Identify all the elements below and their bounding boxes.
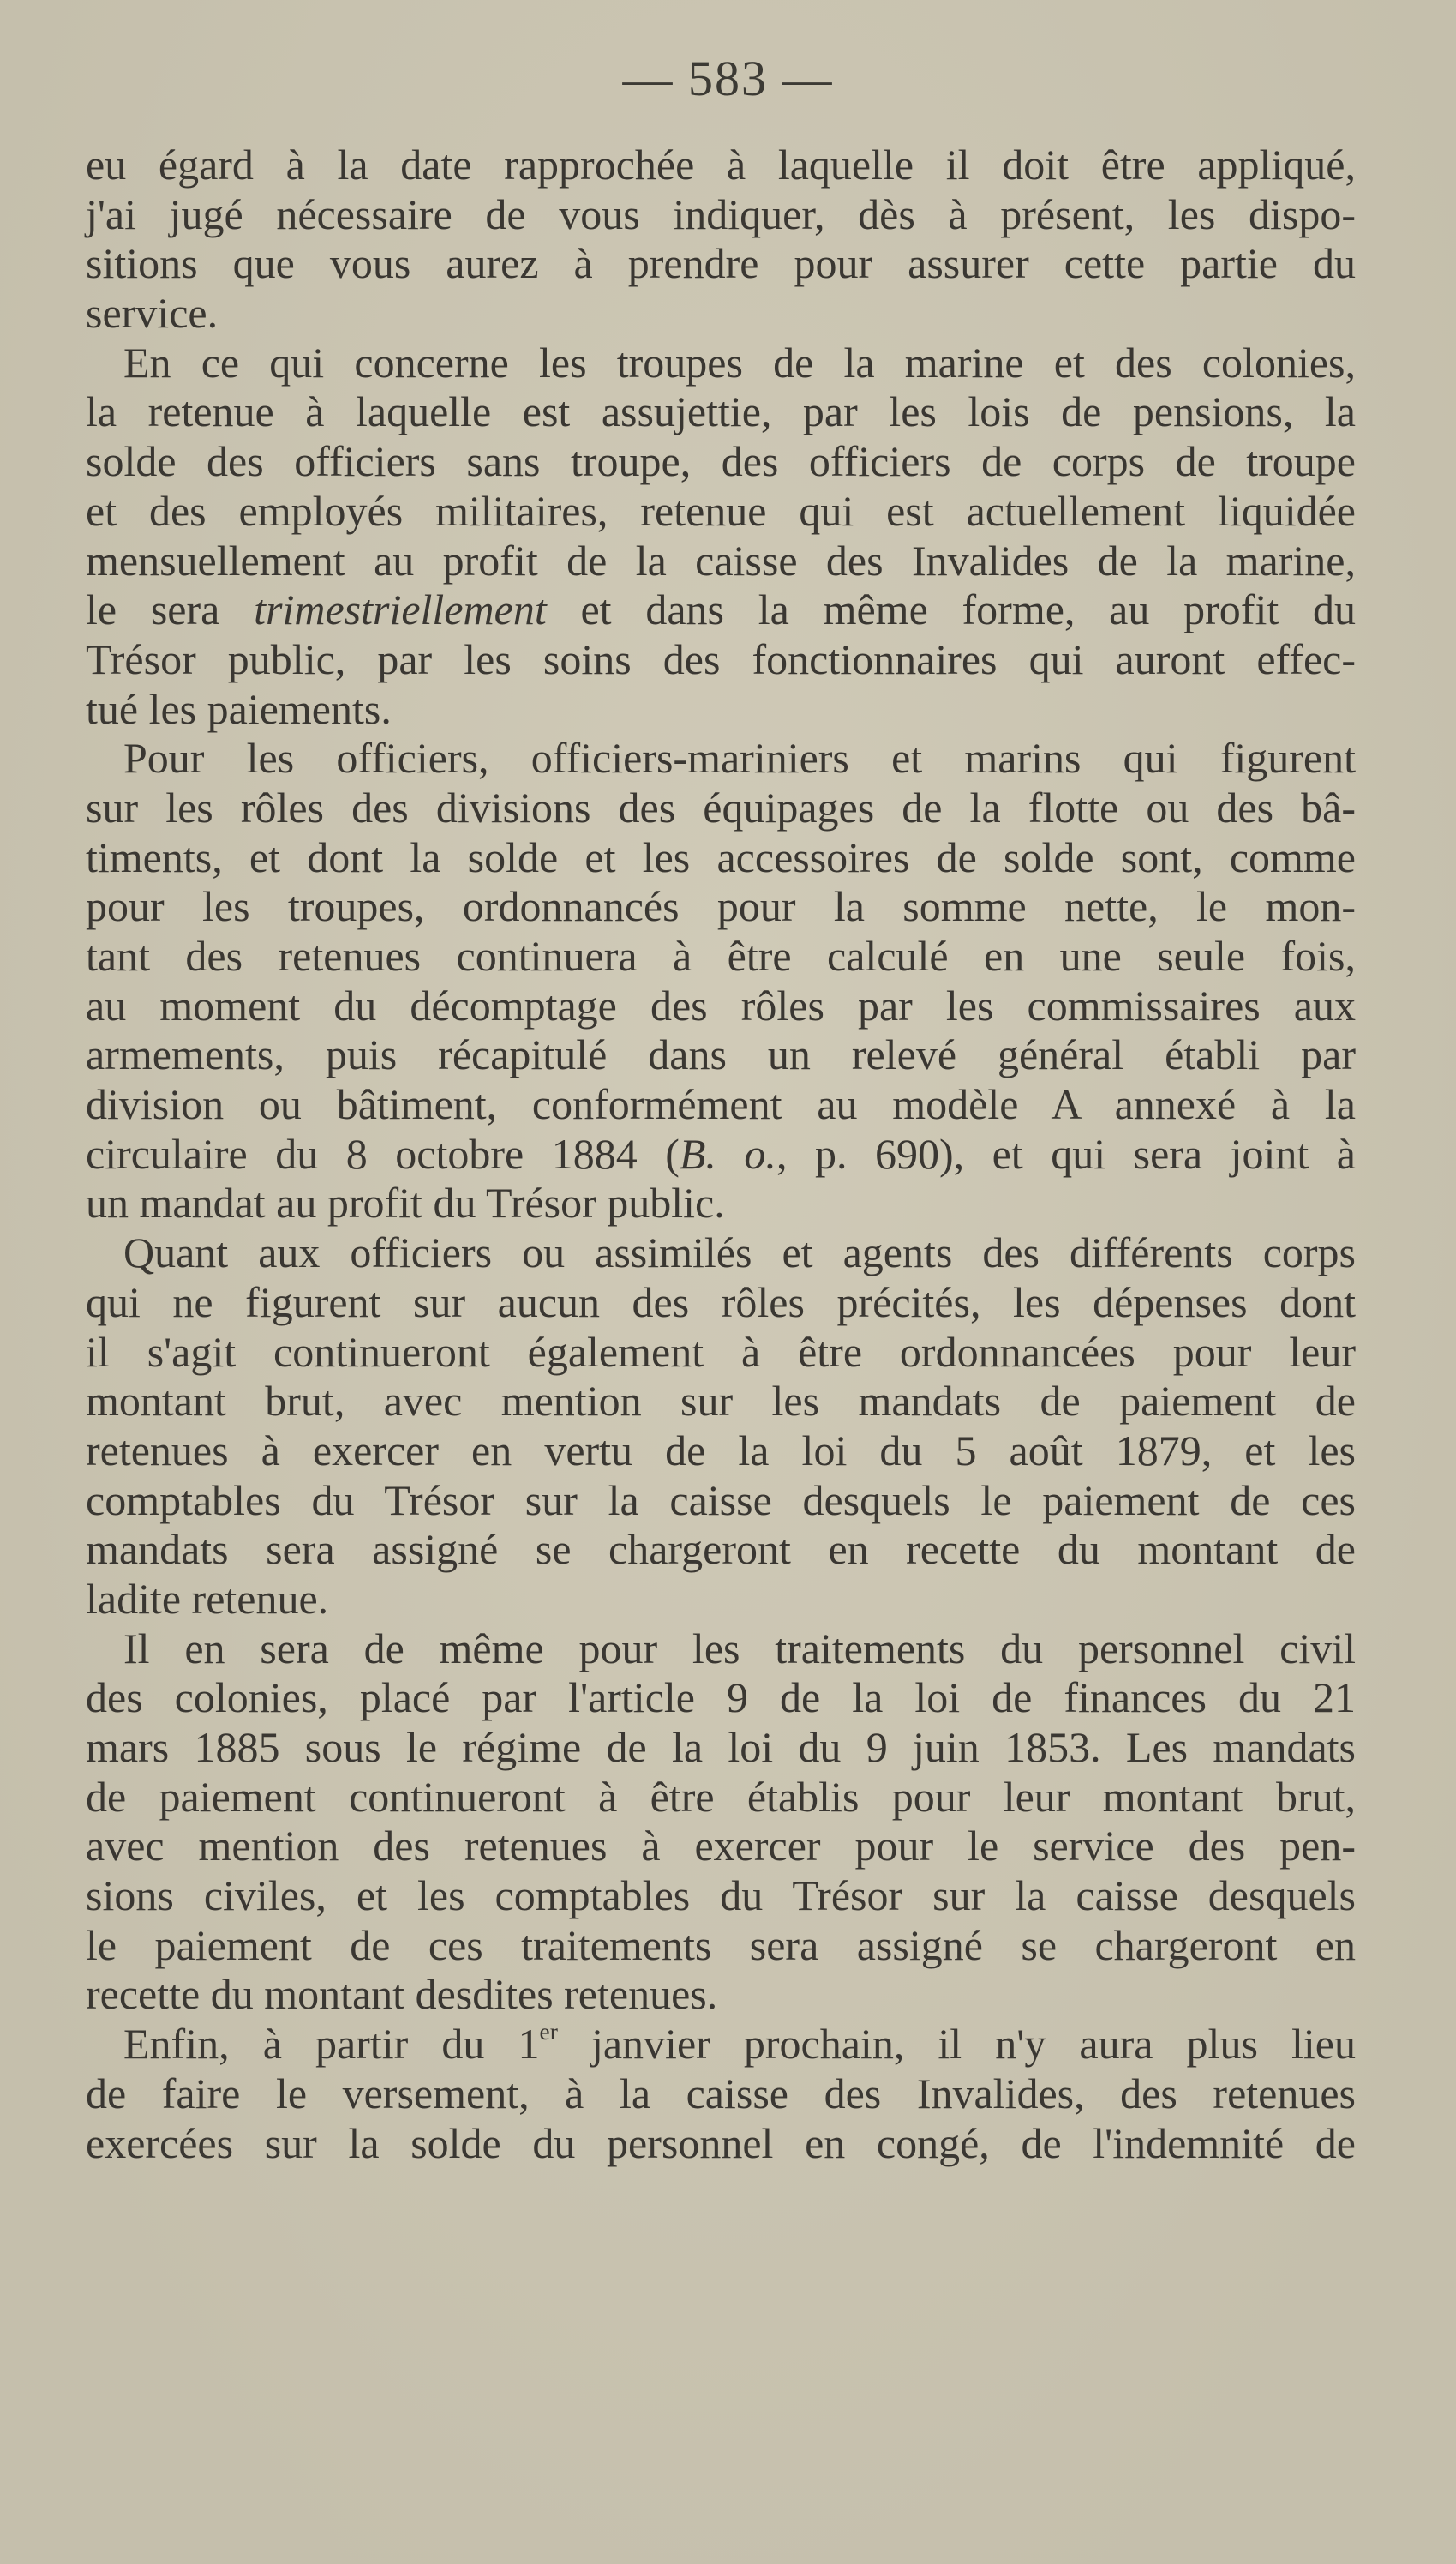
text-line: solde des officiers sans troupe, des officiers de corps de troupe — [86, 437, 1356, 486]
paragraph — [86, 2020, 1356, 2168]
text-line: qui ne figurent sur aucun des rôles précités, les dépenses dont — [86, 1277, 1356, 1326]
page-number-header: — 583 — — [622, 51, 834, 106]
text-line — [86, 585, 1356, 635]
paragraph — [86, 1228, 1356, 1624]
text-line: le paiement de ces traitements sera assigné se chargeront en — [86, 1920, 1356, 1969]
text-line: et des employés militaires, retenue qui est actuellement liquidée — [86, 486, 1356, 535]
text-line: sur les rôles des divisions des équipages de la flotte ou des bâ- — [86, 783, 1356, 832]
text-line: comptables du Trésor sur la caisse desquels le paiement de ces — [86, 1475, 1356, 1524]
text-line: de paiement continueront à être établis pour leur montant brut, — [86, 1772, 1356, 1821]
italic-term: trimestriellement — [254, 585, 547, 634]
text-line: Quant aux officiers ou assimilés et agents des différents corps — [123, 1228, 1356, 1277]
text-line — [86, 1130, 1356, 1180]
text-line: au moment du décomptage des rôles par les commissaires aux — [86, 981, 1356, 1030]
text-line: mensuellement au profit de la caisse des Invalides de la marine, — [86, 536, 1356, 585]
text-line: eu égard à la date rapprochée à laquelle il doit être appliqué, — [86, 141, 1356, 189]
text-line: montant brut, avec mention sur les mandats de paiement de — [86, 1377, 1356, 1426]
italic-reference: B. o. — [679, 1129, 776, 1178]
text-line: service. — [86, 289, 219, 338]
text-line: sions civiles, et les comptables du Trésor sur la caisse desquels — [86, 1871, 1356, 1920]
text-line: tué les paiements. — [86, 684, 392, 733]
text-segment: , p. 690), et qui sera joint à — [776, 1129, 1356, 1178]
ordinal-superscript: er — [539, 2018, 558, 2045]
text-segment: Enfin, à partir du 1 — [123, 2020, 540, 2069]
text-line: En ce qui concerne les troupes de la marine et des colonies, — [123, 338, 1356, 387]
text-line: de faire le versement, à la caisse des Invalides, des retenues — [86, 2069, 1356, 2117]
text-line: retenues à exercer en vertu de la loi du 5 août 1879, et les — [86, 1426, 1356, 1474]
paragraph — [86, 1624, 1356, 2021]
text-line: recette du montant desdites retenues. — [86, 1970, 718, 2019]
text-line: ladite retenue. — [86, 1574, 329, 1623]
text-segment: et dans la même forme, au profit du — [546, 585, 1356, 634]
text-line: la retenue à laquelle est assujettie, par les lois de pensions, la — [86, 387, 1356, 436]
text-line: sitions que vous aurez à prendre pour assurer cette partie du — [86, 239, 1356, 288]
text-line: Il en sera de même pour les traitements du personnel civil — [123, 1624, 1356, 1672]
text-line: mandats sera assigné se chargeront en recette du montant de — [86, 1525, 1356, 1574]
text-line: Pour les officiers, officiers-mariniers et marins qui figurent — [123, 734, 1356, 783]
text-line: un mandat au profit du Trésor public. — [86, 1179, 725, 1228]
text-segment: janvier prochain, il n'y aura plus lieu — [557, 2020, 1356, 2069]
document-body — [86, 141, 1356, 2168]
text-line: des colonies, placé par l'article 9 de la loi de finances du 21 — [86, 1673, 1356, 1722]
text-line: il s'agit continueront également à être ordonnancées pour leur — [86, 1327, 1356, 1376]
text-line: Trésor public, par les soins des fonctionnaires qui auront effec- — [86, 634, 1356, 683]
text-segment: le sera — [86, 585, 255, 634]
text-line: division ou bâtiment, conformément au modèle A annexé à la — [86, 1080, 1356, 1129]
text-line: tant des retenues continuera à être calculé en une seule fois, — [86, 932, 1356, 980]
text-line: mars 1885 sous le régime de la loi du 9 juin 1853. Les mandats — [86, 1723, 1356, 1771]
text-line: j'ai jugé nécessaire de vous indiquer, dès à présent, les dispo- — [86, 189, 1356, 238]
text-line: avec mention des retenues à exercer pour le service des pen- — [86, 1822, 1356, 1870]
paragraph — [86, 141, 1356, 339]
text-line: timents, et dont la solde et les accessoires de solde sont, comme — [86, 832, 1356, 881]
text-line — [86, 2020, 1356, 2069]
paragraph — [86, 339, 1356, 735]
text-segment: circulaire du 8 octobre 1884 ( — [86, 1129, 680, 1178]
text-line: exercées sur la solde du personnel en congé, de l'indemnité de — [86, 2118, 1356, 2167]
text-line: armements, puis récapitulé dans un relevé général établi par — [86, 1030, 1356, 1079]
paragraph — [86, 734, 1356, 1228]
text-line: pour les troupes, ordonnancés pour la somme nette, le mon- — [86, 882, 1356, 931]
